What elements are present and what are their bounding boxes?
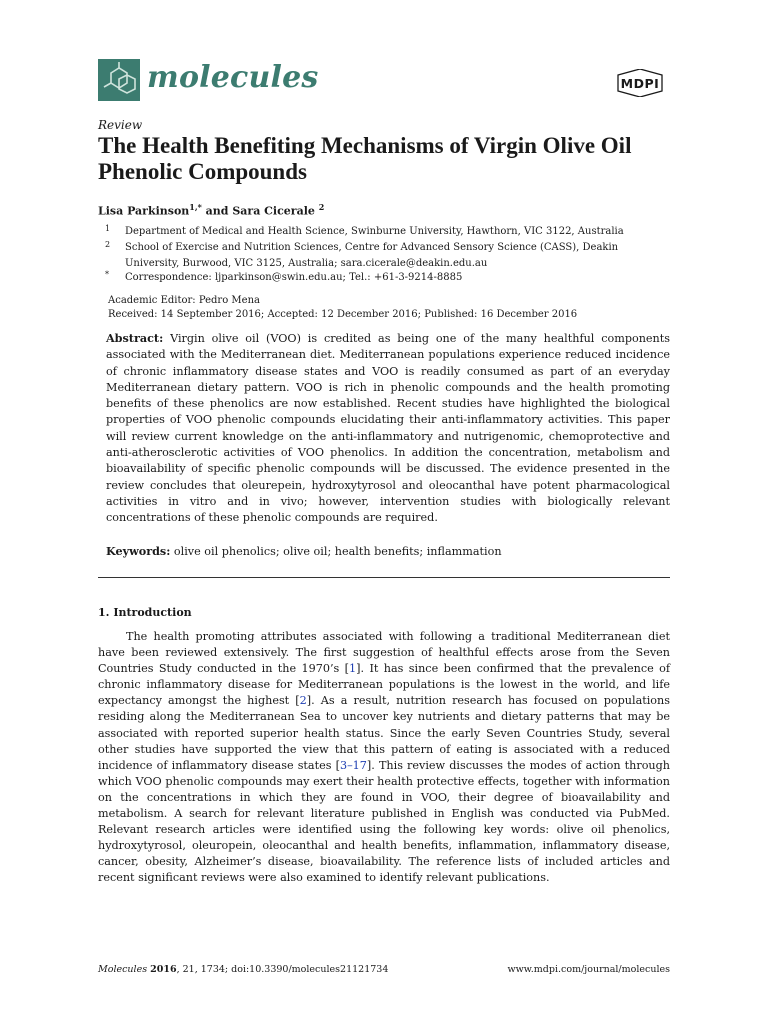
keywords-text: olive oil phenolics; olive oil; health benefits; inflammation <box>173 545 502 558</box>
section-divider <box>98 577 670 578</box>
introduction-paragraph <box>98 629 670 887</box>
molecule-icon <box>98 59 140 101</box>
journal-logo <box>98 59 140 101</box>
affiliation-mark: * <box>105 270 109 279</box>
affiliation-mark: 2 <box>105 240 111 249</box>
affiliation-text: Department of Medical and Health Science, Swinburne University, Hawthorn, VIC 3122, Australia <box>125 226 624 237</box>
paragraph-text: ]. This review discusses the modes of action through which VOO phenolic compounds may exert their health protective effects, together with information on the concentrations in which they are found in VOO, their degree of bioavailability and metabolism. A search for relevant literature published in English was conducted via PubMed. Relevant research articles were identified using the following key words: olive oil phenolics, hydroxytyrosol, oleuropein, oleocanthal and health benefits, inflammation, inflammatory disease, cancer, obesity, Alzheimer’s disease, bioavailability. The reference lists of included articles and recent significant reviews were also examined to identify relevant publications. <box>98 758 671 885</box>
affiliation-text: School of Exercise and Nutrition Sciences, Centre for Advanced Sensory Science (CASS), Deakin University, Burwood, VIC 3125, Australia; sara.cicerale@deakin.edu.au <box>125 242 619 269</box>
publisher-name: MDPI <box>620 76 660 91</box>
keywords <box>106 544 670 558</box>
keywords-label: Keywords: <box>106 544 171 558</box>
paragraph-text: ]. It has since been confirmed that the prevalence of chronic inflammatory disease for Mediterranean populations is the lowest in the world, and life expectancy amongst the highest [ <box>98 662 671 708</box>
citation-footer <box>98 964 388 975</box>
citation-link[interactable]: 2 <box>299 694 307 708</box>
article-type: Review <box>98 118 143 132</box>
journal-url[interactable]: www.mdpi.com/journal/molecules <box>507 964 670 975</box>
author-superscript: 1,* <box>189 202 202 212</box>
abstract-label: Abstract: <box>106 331 164 345</box>
footer-year: 2016 <box>150 964 177 975</box>
footer-journal: Molecules <box>98 964 148 975</box>
journal-name: molecules <box>147 60 319 95</box>
affiliation-mark: 1 <box>105 224 111 233</box>
author-name[interactable]: Sara Cicerale <box>232 204 315 218</box>
section-heading: 1. Introduction <box>98 606 192 619</box>
citation-link[interactable]: 1 <box>349 662 357 676</box>
academic-editor: Academic Editor: Pedro Mena <box>108 295 260 306</box>
abstract <box>106 330 670 527</box>
author-superscript: 2 <box>318 202 325 212</box>
footer-citation: , 21, 1734; doi:10.3390/molecules21121734 <box>176 964 389 975</box>
citation-link[interactable]: 3–17 <box>339 758 367 772</box>
publication-dates: Received: 14 September 2016; Accepted: 12 December 2016; Published: 16 December 2016 <box>108 309 578 320</box>
author-conjunction: and <box>201 204 233 218</box>
publisher-logo <box>614 69 666 97</box>
paragraph-text: ]. As a result, nutrition research has focused on populations residing along the Mediterranean Sea to uncover key nutrients and dietary patterns that may be associated with reported superior health status. Since the early Seven Countries Study, several other studies have supported the view that this pattern of eating is associated with a reduced incidence of inflammatory disease states [ <box>98 694 670 772</box>
paragraph-text: The health promoting attributes associated with following a traditional Mediterranean diet have been reviewed extensively. The first suggestion of healthful effects arose from the Seven Countries Study conducted in the 1970’s [ <box>98 630 670 676</box>
abstract-text: Virgin olive oil (VOO) is credited as being one of the many healthful components associated with the Mediterranean diet. Mediterranean populations experience reduced incidence of chronic inflammatory disease states and VOO is readily consumed as part of an everyday Mediterranean dietary pattern. VOO is rich in phenolic compounds and the health promoting benefits of these phenolics are now established. Recent studies have highlighted the biological properties of VOO phenolic compounds elucidating their anti-inflammatory activities. This paper will review current knowledge on the anti-inflammatory and nutrigenomic, chemoprotective and anti-atherosclerotic activities of VOO phenolics. In addition the concentration, metabolism and bioavailability of specific phenolic compounds will be discussed. The evidence presented in the review concludes that oleurepein, hydroxytyrosol and oleocanthal have potent pharmacological activities in vitro and in vivo; however, intervention studies with biologically relevant concentrations of these phenolic compounds are required. <box>106 332 670 525</box>
affiliation-text: Correspondence: ljparkinson@swin.edu.au; Tel.: +61-3-9214-8885 <box>125 272 463 283</box>
author-name[interactable]: Lisa Parkinson <box>98 204 190 218</box>
author-list <box>98 202 324 218</box>
article-title: The Health Benefiting Mechanisms of Virgin Olive Oil Phenolic Compounds <box>98 133 632 184</box>
